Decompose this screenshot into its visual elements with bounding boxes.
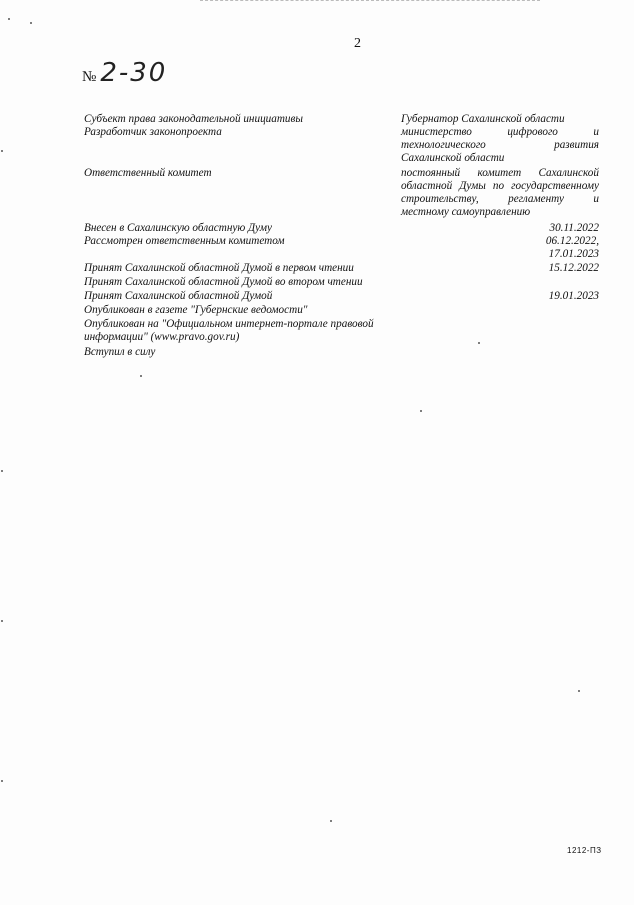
scan-speck bbox=[330, 820, 332, 822]
scan-speck bbox=[1, 150, 3, 152]
scan-speck bbox=[1, 620, 3, 622]
published-portal-label-line-1: Опубликован на "Официальном интернет-портале правовой bbox=[84, 318, 374, 330]
scan-edge bbox=[200, 0, 540, 2]
reviewed-label: Рассмотрен ответственным комитетом bbox=[84, 235, 285, 247]
published-newspaper-label: Опубликован в газете "Губернские ведомости" bbox=[84, 304, 308, 316]
subject-value: Губернатор Сахалинской области bbox=[401, 113, 565, 125]
reviewed-date-1: 06.12.2022, bbox=[545, 235, 599, 247]
in-force-label: Вступил в силу bbox=[84, 346, 156, 358]
developer-label: Разработчик законопроекта bbox=[84, 126, 222, 138]
committee-value-line-4: местному самоуправлению bbox=[401, 206, 531, 218]
scan-speck bbox=[578, 690, 580, 692]
scan-speck bbox=[140, 375, 142, 377]
adopted-label: Принят Сахалинской областной Думой bbox=[84, 290, 273, 302]
scan-speck bbox=[8, 18, 10, 20]
subject-label: Субъект права законодательной инициативы bbox=[84, 113, 303, 125]
introduced-date: 30.11.2022 bbox=[549, 222, 599, 234]
scan-speck bbox=[30, 22, 32, 24]
scan-speck bbox=[1, 470, 3, 472]
scan-speck bbox=[478, 342, 480, 344]
footer-code: 1212-ПЗ bbox=[567, 846, 602, 855]
scan-speck bbox=[1, 780, 3, 782]
committee-value-line-3: строительству, регламенту и bbox=[401, 193, 599, 205]
reviewed-date-2: 17.01.2023 bbox=[548, 248, 599, 260]
committee-label: Ответственный комитет bbox=[84, 167, 212, 179]
committee-value-line-1: постоянный комитет Сахалинской bbox=[401, 167, 599, 179]
first-reading-label: Принят Сахалинской областной Думой в первом чтении bbox=[84, 262, 354, 274]
scan-speck bbox=[420, 410, 422, 412]
document-number bbox=[82, 58, 167, 88]
developer-value-line-1: министерство цифрового и bbox=[401, 126, 599, 138]
committee-value-line-2: областной Думы по государственному bbox=[401, 180, 599, 192]
number-sign: № bbox=[82, 69, 97, 85]
second-reading-label: Принят Сахалинской областной Думой во втором чтении bbox=[84, 276, 363, 288]
developer-value-line-2: технологического развития bbox=[401, 139, 599, 151]
handwritten-number: 2-30 bbox=[100, 58, 168, 88]
first-reading-date: 15.12.2022 bbox=[548, 262, 599, 274]
page-number: 2 bbox=[354, 36, 361, 51]
adopted-date: 19.01.2023 bbox=[548, 290, 599, 302]
published-portal-label-line-2: информации" (www.pravo.gov.ru) bbox=[84, 331, 240, 343]
developer-value-line-3: Сахалинской области bbox=[401, 152, 505, 164]
introduced-label: Внесен в Сахалинскую областную Думу bbox=[84, 222, 272, 234]
